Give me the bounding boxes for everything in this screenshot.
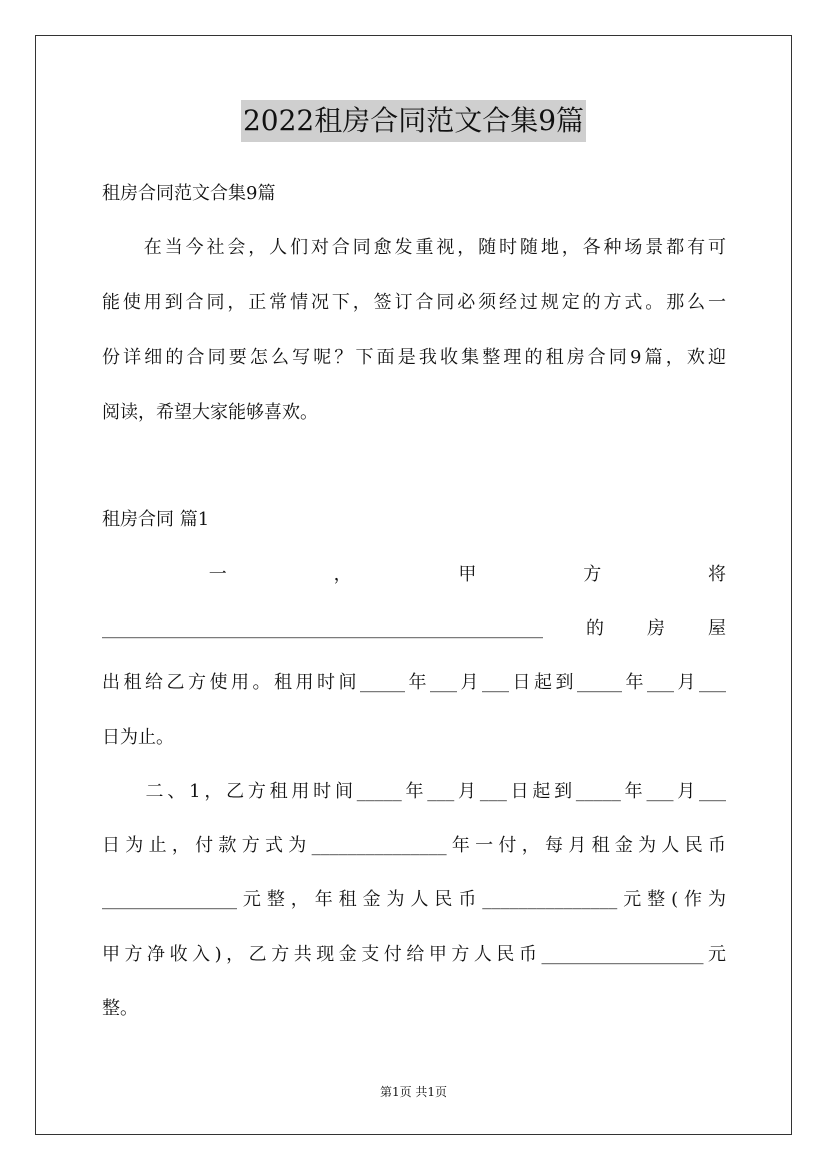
clause-one-lead xyxy=(102,563,726,587)
intro-line-3: 份详细的合同要怎么写呢？下面是我收集整理的租房合同9篇，欢迎 xyxy=(102,347,726,368)
clause-two-line-5: 整。 xyxy=(102,998,138,1019)
page-footer: 第1页 共1页 xyxy=(379,1085,448,1099)
clause-one-lead-char: 一 xyxy=(208,564,227,585)
clause-one-lead-char: ， xyxy=(333,564,352,585)
clause-one-lead-char: 将 xyxy=(707,564,726,585)
clause-one-line-2: _________________________________________________的房屋 xyxy=(102,618,726,639)
clause-two-line-3: _______________元整，年租金为人民币_______________元整(作为 xyxy=(102,889,726,910)
document-subtitle: 租房合同范文合集9篇 xyxy=(102,183,276,204)
intro-line-1: 在当今社会，人们对合同愈发重视，随时随地，各种场景都有可 xyxy=(102,237,726,258)
clause-two-line-4: 甲方净收入)，乙方共现金支付给甲方人民币__________________元 xyxy=(102,944,726,965)
section-heading: 租房合同 篇1 xyxy=(102,509,210,530)
clause-one-lead-char: 方 xyxy=(583,564,602,585)
clause-one-lead-char: 甲 xyxy=(458,564,477,585)
clause-two-line-2: 日为止，付款方式为_______________年一付，每月租金为人民币 xyxy=(102,835,726,856)
intro-line-2: 能使用到合同，正常情况下，签订合同必须经过规定的方式。那么一 xyxy=(102,292,726,313)
document-title-wrap xyxy=(0,100,827,142)
clause-one-line-3: 出租给乙方使用。租用时间_____年___月___日起到_____年___月___ xyxy=(102,672,726,693)
intro-line-4: 阅读，希望大家能够喜欢。 xyxy=(102,402,318,423)
clause-two-line-1: 二、1，乙方租用时间_____年___月___日起到_____年___月___ xyxy=(102,781,726,802)
clause-one-line-4: 日为止。 xyxy=(102,727,174,748)
document-title: 2022租房合同范文合集9篇 xyxy=(241,100,586,142)
